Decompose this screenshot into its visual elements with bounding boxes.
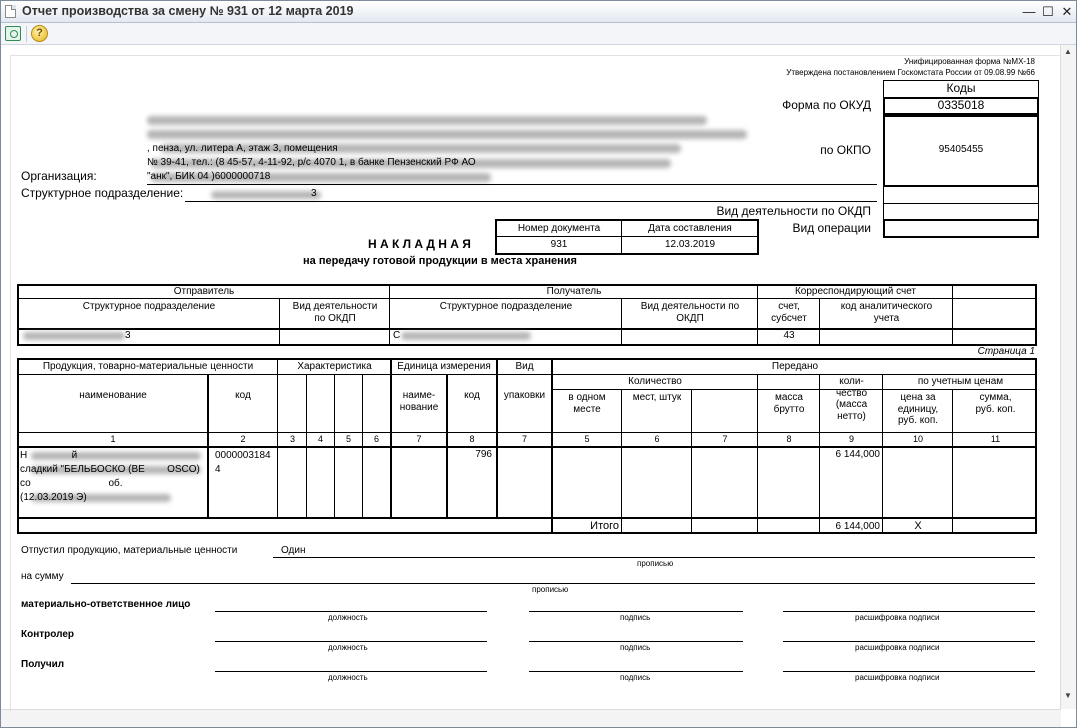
qty-net-header: коли- чество (масса нетто) xyxy=(835,376,868,422)
position-caption: должность xyxy=(328,673,368,682)
col-number: 11 xyxy=(990,434,1001,444)
horizontal-scrollbar[interactable] xyxy=(1,709,1061,727)
total-qty-cell: 6 144,000 xyxy=(835,521,880,532)
camera-icon[interactable] xyxy=(5,26,21,41)
sender-activity-header: Вид деятельности по ОКДП xyxy=(292,301,378,324)
doc-date-value: 12.03.2019 xyxy=(664,239,716,250)
unit-header: Единица измерения xyxy=(397,361,491,372)
help-icon[interactable]: ? xyxy=(31,25,48,42)
col-number: 8 xyxy=(786,434,792,444)
sender-struct-header: Структурное подразделение xyxy=(82,301,216,312)
gross-header: масса брутто xyxy=(773,392,805,415)
propisyu-label: прописью xyxy=(637,559,674,568)
col-number: 5 xyxy=(345,434,351,444)
redaction xyxy=(147,130,747,139)
mol-label: материально-ответственное лицо xyxy=(21,599,191,610)
doc-number-header: Номер документа xyxy=(517,223,601,234)
signature-caption: подпись xyxy=(620,613,651,622)
total-label: Итого xyxy=(590,520,619,532)
redaction xyxy=(211,191,321,199)
form-number-text: Унифицированная форма №МХ-18 xyxy=(904,57,1035,66)
receiver-struct-value: С xyxy=(393,330,401,341)
redaction xyxy=(23,332,125,340)
okud-value: 0335018 xyxy=(937,98,985,112)
quantity-header: Количество xyxy=(628,376,682,387)
pack-sub-header: упаковки xyxy=(503,390,546,401)
okud-label: Форма по ОКУД xyxy=(782,98,871,112)
product-name-cell: Н й сладкий "БЕЛЬБОСКО (BE OSCO) со об. (12.03.2019 Э) xyxy=(20,450,200,503)
title-bar[interactable] xyxy=(1,1,1076,23)
col-number: 3 xyxy=(289,434,295,444)
sender-header: Отправитель xyxy=(173,286,235,297)
sender-struct-value: 3 xyxy=(125,330,131,341)
col-number: 7 xyxy=(416,434,422,444)
released-value: Один xyxy=(281,545,306,556)
maximize-button[interactable]: ☐ xyxy=(1042,4,1054,19)
org-line: , пенза, ул. литера А, этаж 3, помещения xyxy=(147,143,338,154)
col-number: 8 xyxy=(469,434,475,444)
doc-date-header: Дата составления xyxy=(648,223,732,234)
receiver-struct-header: Структурное подразделение xyxy=(439,301,573,312)
account-header: счет, субсчет xyxy=(771,301,807,324)
document-page xyxy=(10,55,1060,711)
propisyu-label: прописью xyxy=(532,585,569,594)
okpo-label: по ОКПО xyxy=(820,143,871,157)
total-price-cell: X xyxy=(914,520,922,532)
col-number: 7 xyxy=(521,434,527,444)
toolbar-separator xyxy=(26,26,27,42)
sum-header: сумма, руб. коп. xyxy=(975,392,1016,415)
unit-code-header: код xyxy=(464,390,480,401)
org-line: "анк", БИК 04 )6000000718 xyxy=(147,171,271,182)
window-title: Отчет производства за смену № 931 от 12 марта 2019 xyxy=(22,4,354,18)
col-number: 7 xyxy=(722,434,728,444)
redaction xyxy=(401,332,531,340)
operation-field xyxy=(883,219,1039,238)
page-label: Страница 1 xyxy=(977,346,1035,357)
decoding-caption: расшифровка подписи xyxy=(855,643,940,652)
price-header: цена за единицу, руб. коп. xyxy=(897,392,939,426)
col-number: 1 xyxy=(110,434,116,444)
col-number: 6 xyxy=(373,434,379,444)
document-icon xyxy=(5,5,16,18)
characteristic-header: Характеристика xyxy=(297,361,372,372)
released-label: Отпустил продукцию, материальные ценности xyxy=(21,545,238,556)
subdivision-value: 3 xyxy=(311,188,317,199)
received-label: Получил xyxy=(21,659,65,670)
scroll-down-icon[interactable]: ▼ xyxy=(1064,691,1072,700)
scroll-up-icon[interactable]: ▲ xyxy=(1064,47,1072,56)
col-number: 4 xyxy=(317,434,323,444)
close-button[interactable]: ✕ xyxy=(1061,4,1073,19)
organization-label: Организация: xyxy=(21,169,97,183)
code-header: код xyxy=(235,390,251,401)
toolbar xyxy=(1,23,1076,45)
unit-name-header: наиме- нование xyxy=(399,390,439,413)
decoding-caption: расшифровка подписи xyxy=(855,673,940,682)
redaction xyxy=(147,116,707,125)
transferred-header: Передано xyxy=(771,361,819,372)
doc-title: Н А К Л А Д Н А Я xyxy=(368,237,471,251)
product-code-cell: 0000003184 4 xyxy=(215,450,271,475)
signature-caption: подпись xyxy=(620,643,651,652)
doc-subtitle: на передачу готовой продукции в места хранения xyxy=(303,255,577,267)
col-number: 9 xyxy=(848,434,854,444)
col-number: 5 xyxy=(584,434,590,444)
receiver-header: Получатель xyxy=(546,286,602,297)
account-value: 43 xyxy=(783,330,795,341)
in-one-header: в одном месте xyxy=(568,392,606,415)
doc-number-value: 931 xyxy=(550,239,568,250)
minimize-button[interactable]: — xyxy=(1022,4,1036,19)
decoding-caption: расшифровка подписи xyxy=(855,613,940,622)
col-number: 2 xyxy=(240,434,246,444)
receiver-activity-header: Вид деятельности по ОКДП xyxy=(640,301,740,324)
unit-code-cell: 796 xyxy=(475,449,492,460)
qty-net-cell: 6 144,000 xyxy=(835,449,880,460)
codes-header: Коды xyxy=(946,81,976,95)
product-header: Продукция, товарно-материальные ценности xyxy=(42,361,254,372)
pack-header: Вид xyxy=(515,361,534,372)
analytic-header: код аналитического учета xyxy=(840,301,933,324)
okdp-label: Вид деятельности по ОКДП xyxy=(716,204,871,218)
position-caption: должность xyxy=(328,643,368,652)
okpo-value: 95405455 xyxy=(938,144,984,155)
acc-prices-header: по учетным ценам xyxy=(917,376,1004,387)
subdivision-label: Структурное подразделение: xyxy=(21,186,184,200)
form-approval-text: Утверждена постановлением Госкомстата России от 09.08.99 №66 xyxy=(786,68,1035,77)
places-header: мест, штук xyxy=(632,392,682,403)
col-number: 10 xyxy=(912,434,923,444)
sum-label: на сумму xyxy=(21,571,64,582)
operation-label: Вид операции xyxy=(792,221,871,235)
org-line: № 39-41, тел.: (8 45-57, 4-11-92, р/с 4070 1, в банке Пензенский РФ АО xyxy=(147,157,476,168)
position-caption: должность xyxy=(328,613,368,622)
corr-account-header: Корреспондирующий счет xyxy=(794,286,917,297)
vertical-scrollbar[interactable] xyxy=(1060,45,1076,709)
col-number: 6 xyxy=(654,434,660,444)
name-header: наименование xyxy=(79,390,147,401)
controller-label: Контролер xyxy=(21,629,75,640)
signature-caption: подпись xyxy=(620,673,651,682)
